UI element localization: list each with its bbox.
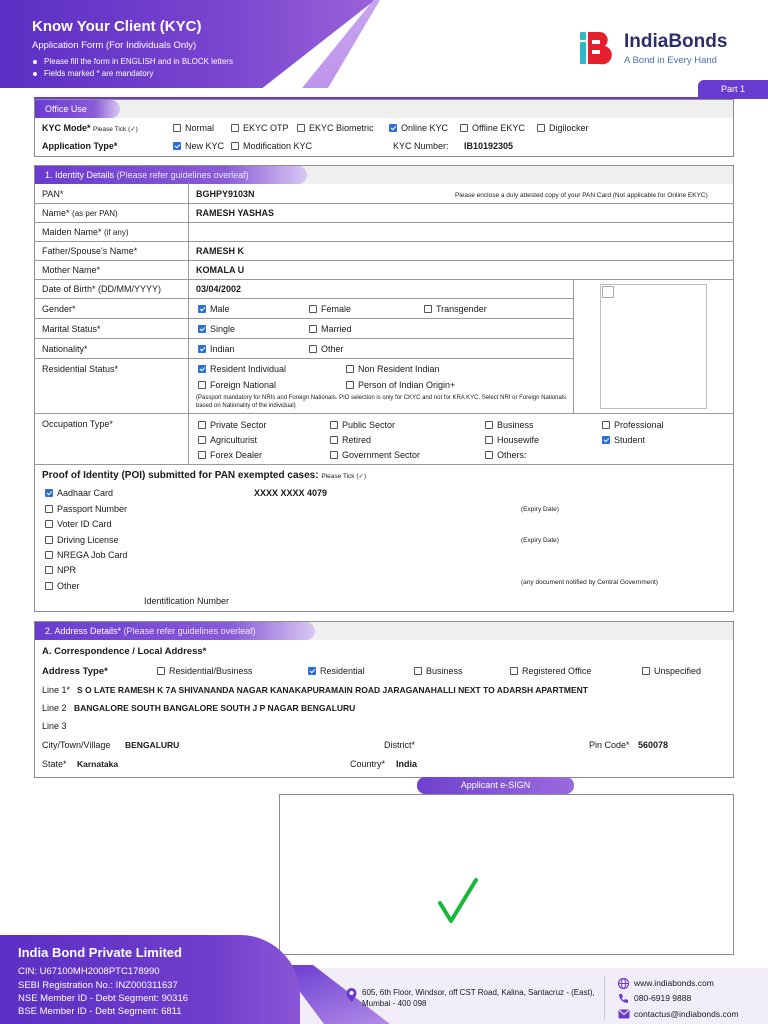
state-label: State*: [42, 759, 67, 769]
residential-pio[interactable]: Person of Indian Origin+: [346, 380, 455, 390]
residential-resident-individual[interactable]: Resident Individual: [198, 364, 286, 374]
pan-label: PAN*: [42, 189, 64, 199]
checkbox-icon: [173, 124, 181, 132]
form-subtitle: Application Form (For Individuals Only): [32, 40, 197, 51]
mother-name-value: KOMALA U: [196, 265, 245, 275]
line2-label: Line 2: [42, 703, 67, 713]
poi-aadhaar[interactable]: Aadhaar Card: [45, 488, 113, 498]
gender-label: Gender*: [42, 304, 76, 314]
line3-label: Line 3: [42, 721, 67, 731]
checkbox-icon: [510, 667, 518, 675]
pan-note: Please enclose a duly attested copy of your PAN Card (Not applicable for Online EKYC): [455, 192, 708, 199]
bullet-dot: [33, 72, 37, 76]
esign-label: Applicant e-SIGN: [417, 777, 574, 794]
bse-member-id: BSE Member ID - Debt Segment: 6811: [18, 1006, 182, 1017]
dob-value: 03/04/2002: [196, 284, 242, 294]
email-icon: [618, 1009, 630, 1019]
residential-status-label: Residential Status*: [42, 364, 119, 374]
checkbox-icon: [157, 667, 165, 675]
gender-female[interactable]: Female: [309, 304, 351, 314]
other-doc-note: (any document notified by Central Government): [521, 579, 658, 586]
brand-name: IndiaBonds: [624, 31, 728, 52]
checkbox-icon: [424, 305, 432, 313]
address-type-label: Address Type*: [42, 666, 108, 677]
marital-married[interactable]: Married: [309, 324, 352, 334]
bullet-dot: [33, 60, 37, 64]
gender-male[interactable]: Male: [198, 304, 230, 314]
kyc-mode-label: KYC Mode* Please Tick (✓): [42, 123, 138, 133]
checkbox-icon: [346, 365, 354, 373]
phone-icon: [618, 993, 629, 1004]
address-type-residential[interactable]: Residential: [308, 666, 365, 676]
name-value: RAMESH YASHAS: [196, 208, 275, 218]
checkbox-icon: [45, 566, 53, 574]
checkbox-checked-icon: [198, 345, 206, 353]
checkbox-checked-icon: [198, 365, 206, 373]
checkbox-icon: [231, 124, 239, 132]
state-value: Karnataka: [77, 759, 119, 769]
app-type-modification-kyc[interactable]: Modification KYC: [231, 141, 312, 151]
checkbox-checked-icon: [389, 124, 397, 132]
correspondence-subheading: A. Correspondence / Local Address*: [42, 646, 207, 657]
esign-checkmark-icon: [437, 876, 479, 926]
instruction-2: Fields marked * are mandatory: [44, 69, 154, 78]
checkbox-icon: [460, 124, 468, 132]
checkbox-icon: [537, 124, 545, 132]
checkbox-icon: [309, 345, 317, 353]
nationality-label: Nationality*: [42, 344, 88, 354]
address-heading: 2. Address Details* (Please refer guidelines overleaf): [35, 622, 315, 640]
nationality-indian[interactable]: Indian: [198, 344, 235, 354]
checkbox-icon: [198, 381, 206, 389]
residential-note: (Passport mandatory for NRIs and Foreign Nationals. PIO selection is only for CKYC and not for KRA KYC. Select NRI or Foreign Nationals based on Nationality of the individual): [196, 395, 567, 409]
poi-nrega[interactable]: NREGA Job Card: [45, 550, 128, 560]
checkbox-icon: [45, 520, 53, 528]
kyc-mode-normal[interactable]: Normal: [173, 123, 214, 133]
occupation-private-sector[interactable]: Private Sector: [198, 420, 267, 430]
checkbox-icon: [485, 451, 493, 459]
broken-image-icon: [602, 286, 614, 298]
occupation-others[interactable]: Others:: [485, 450, 527, 460]
kyc-mode-ekyc-otp[interactable]: EKYC OTP: [231, 123, 289, 133]
address-type-registered-office[interactable]: Registered Office: [510, 666, 591, 676]
pan-value: BGHPY9103N: [196, 189, 255, 199]
checkbox-icon: [602, 421, 610, 429]
occupation-student[interactable]: Student: [602, 435, 645, 445]
father-name-label: Father/Spouse's Name*: [42, 246, 138, 256]
pin-label: Pin Code*: [589, 740, 630, 750]
checkbox-icon: [309, 305, 317, 313]
checkbox-icon: [485, 436, 493, 444]
checkbox-icon: [198, 421, 206, 429]
poi-npr[interactable]: NPR: [45, 565, 76, 575]
checkbox-icon: [309, 325, 317, 333]
line1-label: Line 1*: [42, 685, 71, 695]
part-tab: Part 1: [698, 80, 768, 99]
kyc-number-label: KYC Number:: [393, 141, 449, 151]
occupation-government-sector[interactable]: Government Sector: [330, 450, 420, 460]
phone-number[interactable]: 080-6919 9888: [634, 993, 692, 1003]
mother-name-label: Mother Name*: [42, 265, 101, 275]
name-label: Name* (as per PAN): [42, 208, 118, 218]
residential-nri[interactable]: Non Resident Indian: [346, 364, 440, 374]
checkbox-icon: [45, 536, 53, 544]
checkbox-icon: [330, 421, 338, 429]
checkbox-checked-icon: [602, 436, 610, 444]
office-use-heading: Office Use: [35, 100, 120, 118]
checkbox-icon: [346, 381, 354, 389]
checkbox-checked-icon: [198, 325, 206, 333]
gender-transgender[interactable]: Transgender: [424, 304, 487, 314]
checkbox-icon: [198, 451, 206, 459]
globe-icon: [618, 978, 629, 989]
address-section: [34, 621, 734, 778]
marital-status-label: Marital Status*: [42, 324, 101, 334]
kyc-mode-ekyc-biometric[interactable]: EKYC Biometric: [297, 123, 374, 133]
country-label: Country*: [350, 759, 386, 769]
country-value: India: [396, 759, 418, 769]
website-link[interactable]: www.indiabonds.com: [634, 978, 714, 988]
line2-value: BANGALORE SOUTH BANGALORE SOUTH J P NAGAR BENGALURU: [74, 703, 356, 713]
maiden-name-label: Maiden Name* (if any): [42, 227, 129, 237]
checkbox-icon: [198, 436, 206, 444]
email-link[interactable]: contactus@indiabonds.com: [634, 1009, 739, 1019]
cin: CIN: U67100MH2008PTC178990: [18, 966, 160, 977]
form-title: Know Your Client (KYC): [32, 18, 202, 35]
nse-member-id: NSE Member ID - Debt Segment: 90316: [18, 993, 189, 1004]
office-address: 605, 6th Floor, Windsor, off CST Road, Kalina, Santacruz - (East), Mumbai - 400 098: [362, 988, 595, 1008]
poi-voter-id[interactable]: Voter ID Card: [45, 519, 112, 529]
checkbox-icon: [330, 436, 338, 444]
office-use-section: [34, 99, 734, 157]
checkbox-icon: [45, 551, 53, 559]
location-pin-icon: [346, 988, 357, 1002]
photo-placeholder: [600, 284, 707, 409]
address-type-residential-business[interactable]: Residential/Business: [157, 666, 253, 676]
checkbox-checked-icon: [198, 305, 206, 313]
occupation-retired[interactable]: Retired: [330, 435, 371, 445]
nationality-other[interactable]: Other: [309, 344, 344, 354]
checkbox-icon: [297, 124, 305, 132]
father-name-value: RAMESH K: [196, 246, 245, 256]
kyc-mode-digilocker[interactable]: Digilocker: [537, 123, 589, 133]
checkbox-icon: [45, 582, 53, 590]
checkbox-icon: [330, 451, 338, 459]
checkbox-icon: [414, 667, 422, 675]
license-expiry: (Expiry Date): [521, 537, 559, 544]
kyc-mode-offline-ekyc[interactable]: Offline EKYC: [460, 123, 525, 133]
residential-foreign-national[interactable]: Foreign National: [198, 380, 276, 390]
occupation-forex-dealer[interactable]: Forex Dealer: [198, 450, 262, 460]
checkbox-checked-icon: [308, 667, 316, 675]
instruction-1: Please fill the form in ENGLISH and in BLOCK letters: [44, 57, 233, 66]
company-name: India Bond Private Limited: [18, 945, 182, 960]
identity-heading: 1. Identity Details (Please refer guidelines overleaf): [35, 166, 307, 184]
address-type-business[interactable]: Business: [414, 666, 463, 676]
kyc-mode-online-kyc[interactable]: Online KYC: [389, 123, 448, 133]
occupation-professional[interactable]: Professional: [602, 420, 664, 430]
indiabonds-logo-icon: [578, 28, 618, 68]
poi-passport[interactable]: Passport Number: [45, 504, 127, 514]
checkbox-icon: [642, 667, 650, 675]
checkbox-icon: [231, 142, 239, 150]
city-label: City/Town/Village: [42, 740, 111, 750]
line1-value: S O LATE RAMESH K 7A SHIVANANDA NAGAR KANAKAPURAMAIN ROAD JARAGANAHALLI NEXT TO ADARSH APARTMENT: [77, 685, 588, 695]
dob-label: Date of Birth* (DD/MM/YYYY): [42, 284, 162, 294]
application-type-label: Application Type*: [42, 141, 118, 151]
brand-tagline: A Bond in Every Hand: [624, 55, 717, 66]
poi-driving-license[interactable]: Driving License: [45, 535, 119, 545]
occupation-label: Occupation Type*: [42, 419, 113, 429]
esign-box[interactable]: [279, 794, 734, 955]
pin-value: 560078: [638, 740, 669, 750]
checkbox-icon: [485, 421, 493, 429]
sebi-registration: SEBI Registration No.: INZ000311637: [18, 980, 178, 991]
identification-number-label: Identification Number: [144, 596, 230, 606]
poi-heading: Proof of Identity (POI) submitted for PAN exempted cases: Please Tick (✓): [42, 470, 367, 481]
passport-expiry: (Expiry Date): [521, 506, 559, 513]
checkbox-icon: [45, 505, 53, 513]
aadhaar-value: XXXX XXXX 4079: [254, 488, 328, 498]
district-label: District*: [384, 740, 415, 750]
kyc-number-value: IB10192305: [464, 141, 514, 151]
city-value: BENGALURU: [125, 740, 180, 750]
app-type-new-kyc[interactable]: New KYC: [173, 141, 224, 151]
marital-single[interactable]: Single: [198, 324, 235, 334]
occupation-housewife[interactable]: Housewife: [485, 435, 539, 445]
occupation-public-sector[interactable]: Public Sector: [330, 420, 395, 430]
address-type-unspecified[interactable]: Unspecified: [642, 666, 701, 676]
occupation-business[interactable]: Business: [485, 420, 534, 430]
poi-other[interactable]: Other: [45, 581, 80, 591]
checkbox-checked-icon: [173, 142, 181, 150]
occupation-agriculturist[interactable]: Agriculturist: [198, 435, 257, 445]
checkbox-checked-icon: [45, 489, 53, 497]
